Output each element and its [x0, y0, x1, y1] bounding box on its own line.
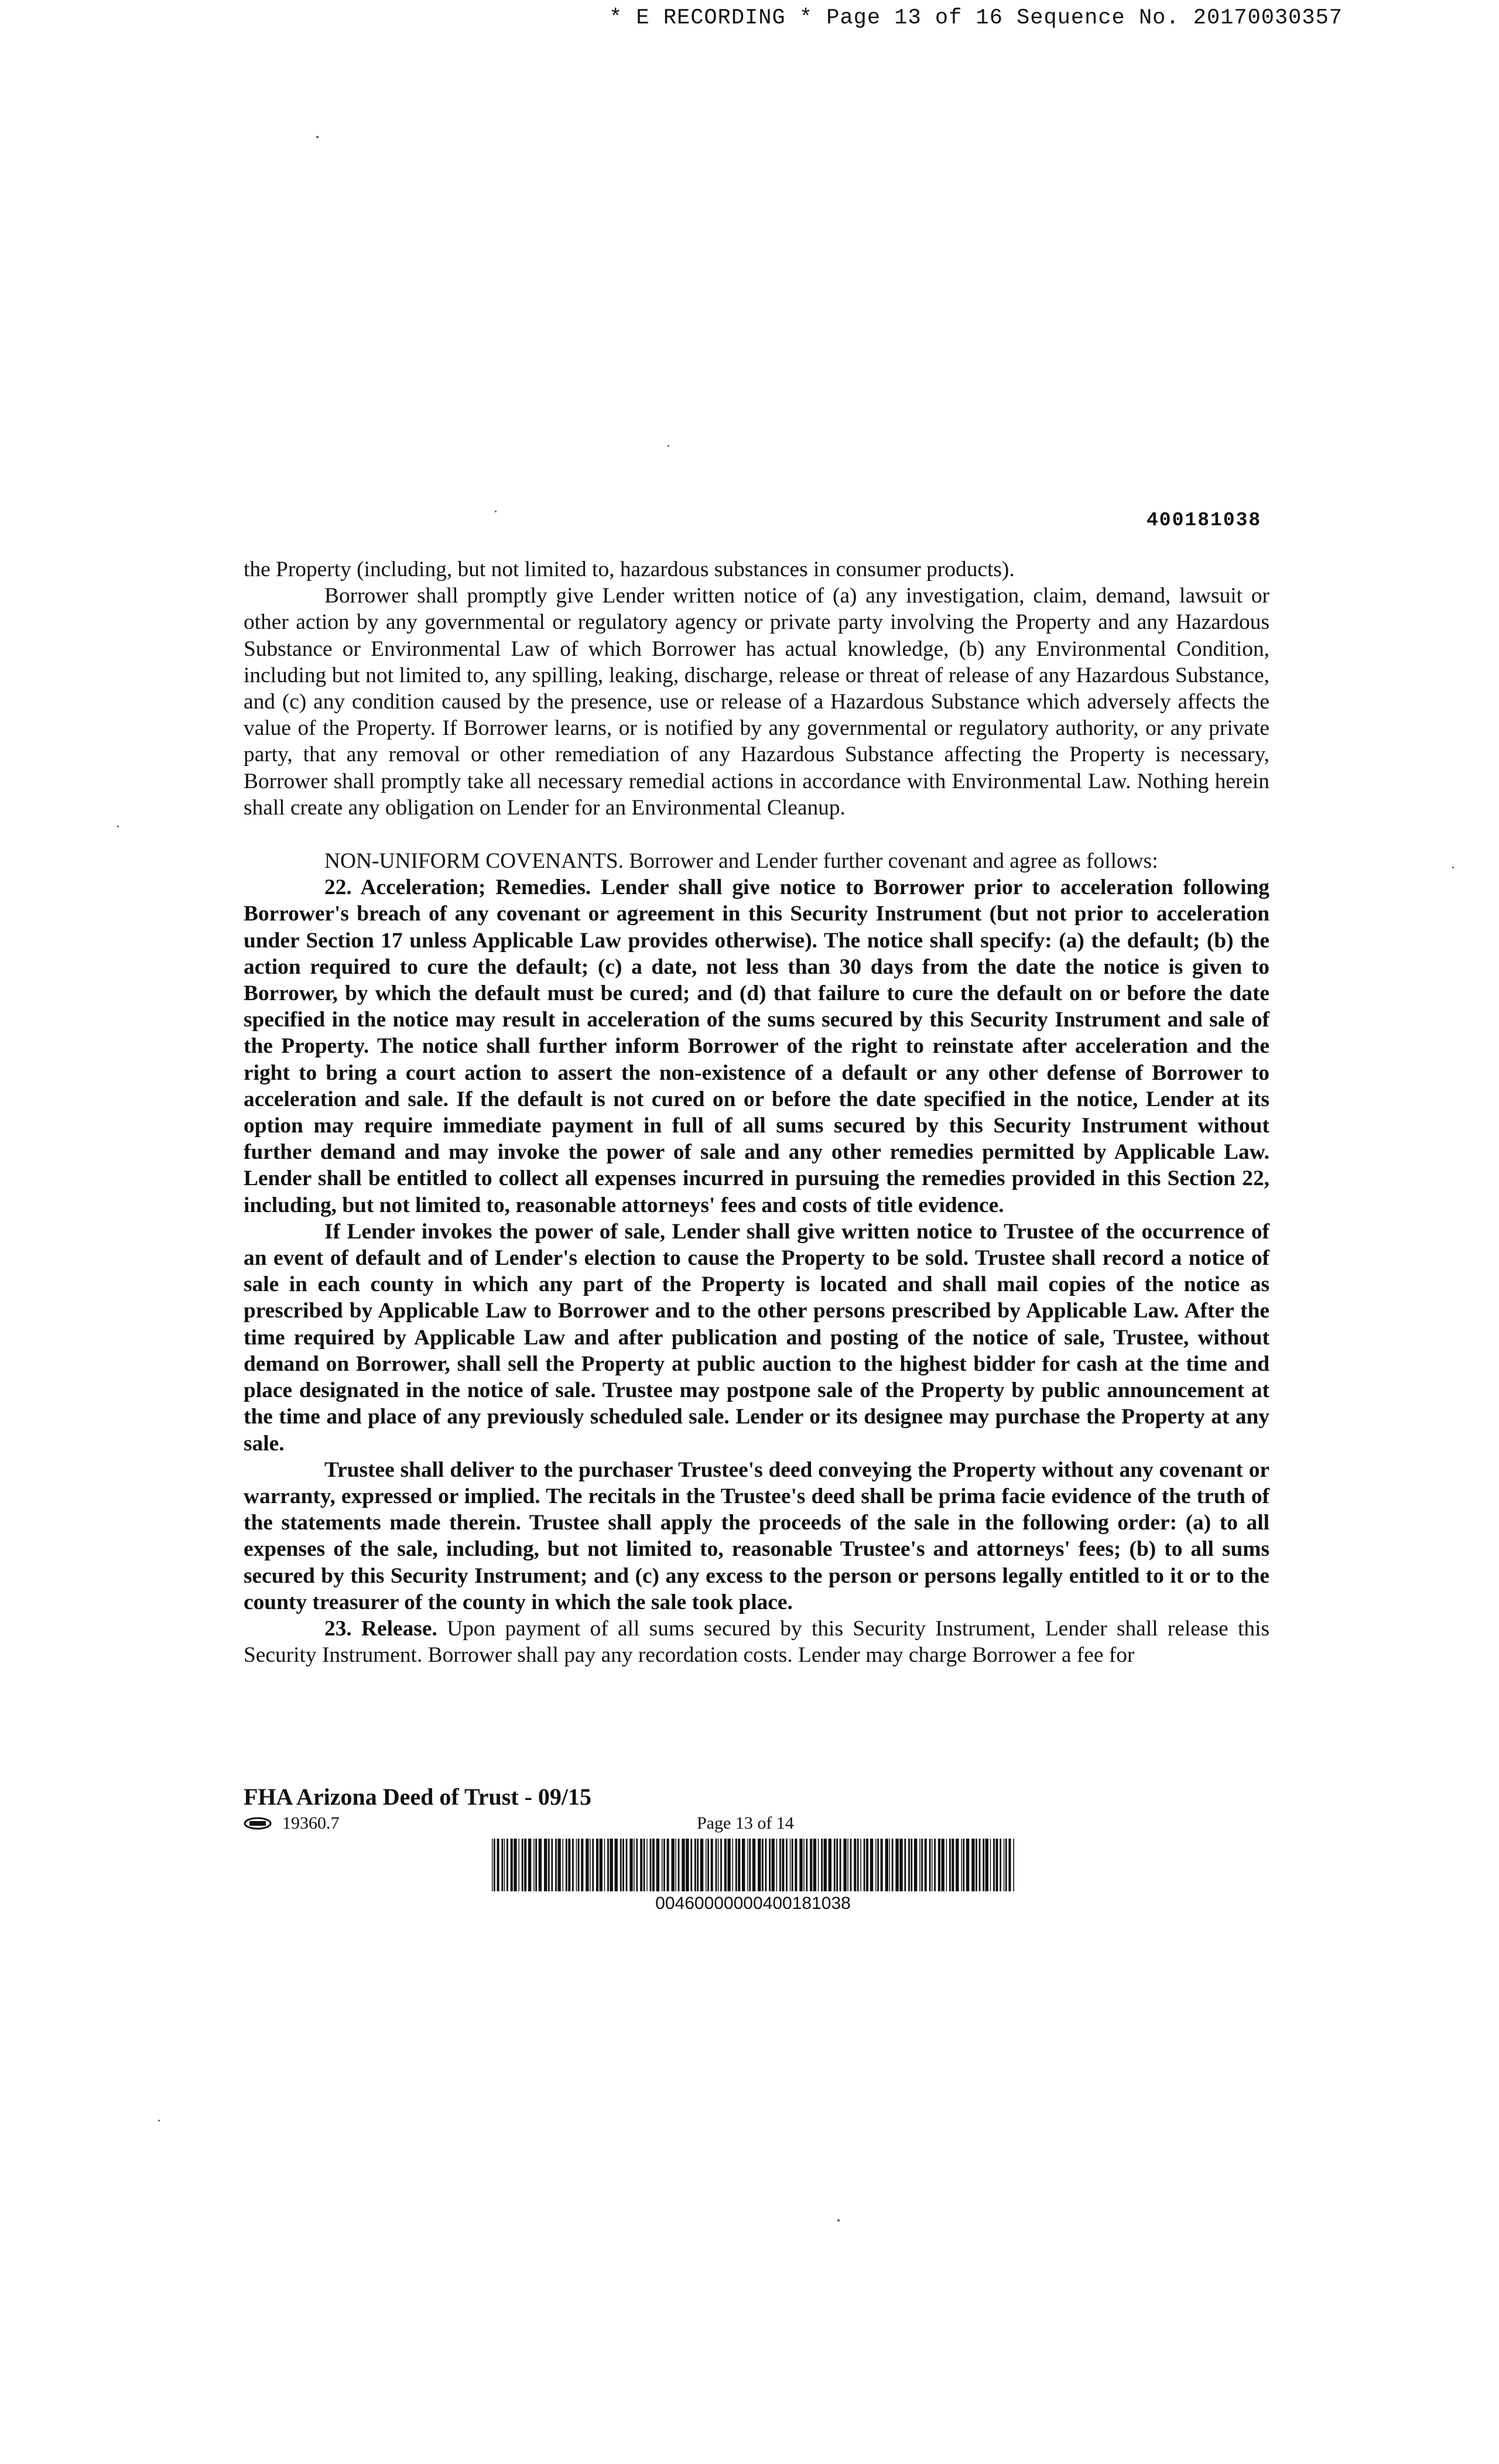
- section-22-heading: 22. Acceleration; Remedies.: [324, 875, 591, 900]
- scan-speck: [1452, 867, 1454, 868]
- barcode-bar: [834, 1839, 836, 1891]
- barcode-bar: [586, 1839, 588, 1891]
- barcode-bar: [700, 1839, 703, 1891]
- barcode-bar: [803, 1839, 805, 1891]
- barcode-bar: [607, 1839, 609, 1891]
- barcode-bar: [557, 1839, 560, 1891]
- barcode-bar: [646, 1839, 648, 1891]
- barcode-bar: [711, 1839, 713, 1891]
- barcode-bar: [650, 1839, 652, 1891]
- barcode-bar: [895, 1839, 898, 1891]
- barcode-bar: [840, 1839, 841, 1891]
- barcode-bar: [782, 1839, 784, 1891]
- scan-speck: [316, 136, 319, 138]
- barcode-bar: [976, 1839, 977, 1891]
- form-title: FHA Arizona Deed of Trust - 09/15: [244, 1784, 592, 1810]
- barcode-bar: [938, 1839, 940, 1891]
- barcode-bar: [769, 1839, 771, 1891]
- barcode-bar: [908, 1839, 910, 1891]
- barcode-bar: [511, 1839, 513, 1891]
- barcode-bar: [596, 1839, 598, 1891]
- barcode-bar: [952, 1839, 954, 1891]
- barcode-bar: [776, 1839, 778, 1891]
- barcode-bar: [983, 1839, 984, 1891]
- barcode-bar: [850, 1839, 852, 1891]
- barcode-bar: [727, 1839, 730, 1891]
- barcode-bar: [600, 1839, 603, 1891]
- barcode-bar: [576, 1839, 577, 1891]
- scan-speck: [117, 826, 119, 827]
- barcode-bar: [572, 1839, 574, 1891]
- barcode-bar: [914, 1839, 917, 1891]
- barcode-bar: [694, 1839, 696, 1891]
- barcode-bar: [514, 1839, 516, 1891]
- barcode-bar: [946, 1839, 947, 1891]
- barcode-bar: [644, 1839, 645, 1891]
- intro-line: the Property (including, but not limited to, hazardous substances in consumer products).: [244, 557, 1015, 581]
- barcode-bar: [956, 1839, 959, 1891]
- barcode-bar: [847, 1839, 848, 1891]
- barcode-bar: [790, 1839, 791, 1891]
- barcode-bar: [620, 1839, 622, 1891]
- section-23-text: Upon payment of all sums secured by this Security Instrument, Lender shall release this Security Instrument. Borrower shall pay any recordation costs. Lender may charge Borrower a fee for: [244, 1616, 1270, 1668]
- barcode-number: 00460000000400181038: [655, 1894, 851, 1913]
- barcode-bar: [742, 1839, 745, 1891]
- barcode-bar: [836, 1839, 838, 1891]
- barcode-bar: [799, 1839, 802, 1891]
- scan-speck: [837, 2219, 840, 2222]
- barcode-bar: [1004, 1839, 1005, 1891]
- barcode-bar: [889, 1839, 891, 1891]
- barcode-bar: [899, 1839, 902, 1891]
- barcode-bar: [528, 1839, 531, 1891]
- barcode-bar: [949, 1839, 951, 1891]
- barcode-bar: [966, 1839, 969, 1891]
- document-footer: [244, 1783, 1269, 1837]
- barcode-bar: [535, 1839, 537, 1891]
- barcode-bar: [1000, 1839, 1001, 1891]
- barcode-bar: [925, 1839, 927, 1891]
- barcode-bar: [971, 1839, 974, 1891]
- non-uniform-text: Borrower and Lender further covenant and agree as follows:: [624, 849, 1158, 874]
- barcode-bar: [824, 1839, 827, 1891]
- barcode-bar: [724, 1839, 727, 1891]
- barcode-bar: [522, 1839, 523, 1891]
- barcode-bar: [885, 1839, 888, 1891]
- barcode-bar: [578, 1839, 580, 1891]
- barcode-bar: [629, 1839, 632, 1891]
- barcode-bar: [720, 1839, 722, 1891]
- barcode-bar: [932, 1839, 933, 1891]
- form-code-group: [244, 1813, 340, 1833]
- barcode-bar: [870, 1839, 873, 1891]
- barcode-bar: [626, 1839, 628, 1891]
- section-23-heading: 23. Release.: [324, 1616, 437, 1641]
- barcode-bar: [810, 1839, 812, 1891]
- barcode-bar: [518, 1839, 519, 1891]
- barcode-bar: [942, 1839, 944, 1891]
- barcode-bar: [690, 1839, 692, 1891]
- barcode-bar: [566, 1839, 567, 1891]
- barcode-bar: [921, 1839, 923, 1891]
- barcode-bar: [877, 1839, 879, 1891]
- barcode-bar: [961, 1839, 962, 1891]
- barcode-bar: [813, 1839, 816, 1891]
- barcode-bar: [492, 1839, 493, 1891]
- barcode-bar: [1008, 1839, 1011, 1891]
- barcode-bar: [860, 1839, 861, 1891]
- barcode-bar: [752, 1839, 755, 1891]
- barcode-bar: [675, 1839, 676, 1891]
- barcode-bar: [506, 1839, 508, 1891]
- form-code: 19360.7: [282, 1813, 340, 1833]
- barcode-bar: [706, 1839, 707, 1891]
- barcode-bar: [656, 1839, 659, 1891]
- scan-speck: [158, 2120, 160, 2121]
- power-of-sale-paragraph: If Lender invokes the power of sale, Lender shall give written notice to Trustee of the occurrence of an event of default and of Lender's election to cause the Property to be sold. Trustee shall record a notice of sale in each county in which any part of the Property is located and shall mail copies of the notice as prescribed by Applicable Law to Borrower and to the other persons prescribed by Applicable Law. After the time required by Applicable Law and after publication and posting of the notice of sale, Trustee, without demand on Borrower, shall sell the Property at public auction to the highest bidder for cash at the time and place designated in the notice of sale. Trustee may postpone sale of the Property by public announcement at the time and place of any previously scheduled sale. Lender or its designee may purchase the Property at any sale.: [244, 1219, 1269, 1456]
- page-number: Page 13 of 14: [697, 1813, 794, 1833]
- barcode-bar: [795, 1839, 797, 1891]
- barcode-bar: [581, 1839, 583, 1891]
- barcode-bar: [592, 1839, 594, 1891]
- barcode-bar: [911, 1839, 912, 1891]
- barcode-bar: [854, 1839, 856, 1891]
- barcode-bar: [610, 1839, 612, 1891]
- barcode-bar: [929, 1839, 931, 1891]
- trustee-deed-paragraph: Trustee shall deliver to the purchaser Trustee's deed conveying the Property without any covenant or warranty, expressed or implied. The recitals in the Trustee's deed shall be prima facie evidence of the truth of the statements made therein. Trustee shall apply the proceeds of the sale in the following order: (a) to all expenses of the sale, including, but not limited to, reasonable Trustee's and attorneys' fees; (b) to all sums secured by this Security Instrument; and (c) any excess to the person or persons legally entitled to it or to the county treasurer of the county in which the sale took place.: [244, 1457, 1269, 1614]
- section-23-paragraph: [244, 1616, 1269, 1668]
- barcode-bar: [749, 1839, 751, 1891]
- barcode-bar: [494, 1839, 495, 1891]
- barcode-bar: [735, 1839, 737, 1891]
- barcode-bar: [963, 1839, 964, 1891]
- form-logo-icon: [244, 1817, 272, 1830]
- barcode-bar: [829, 1839, 831, 1891]
- barcode-bar: [892, 1839, 894, 1891]
- barcode-bar: [821, 1839, 823, 1891]
- barcode-bar: [792, 1839, 793, 1891]
- barcode-bar: [697, 1839, 699, 1891]
- barcode-bar: [818, 1839, 819, 1891]
- barcode-bar: [993, 1839, 995, 1891]
- barcode-bar: [904, 1839, 906, 1891]
- barcode-bar: [979, 1839, 981, 1891]
- barcode-bar: [772, 1839, 775, 1891]
- barcode-bar: [682, 1839, 685, 1891]
- barcode-bar: [716, 1839, 717, 1891]
- barcode-bar: [864, 1839, 865, 1891]
- barcode-bar: [857, 1839, 859, 1891]
- barcode-bar: [806, 1839, 807, 1891]
- barcode-bar: [747, 1839, 748, 1891]
- barcode-bar: [548, 1839, 550, 1891]
- barcode-bar: [524, 1839, 526, 1891]
- barcode-bar: [662, 1839, 663, 1891]
- barcode-bar: [758, 1839, 761, 1891]
- barcode-bar: [634, 1839, 635, 1891]
- barcode-bar: [718, 1839, 719, 1891]
- barcode-bar: [544, 1839, 547, 1891]
- barcode-bar: [733, 1839, 734, 1891]
- barcode-bar: [875, 1839, 877, 1891]
- barcode-bar: [502, 1839, 504, 1891]
- barcode-bar: [539, 1839, 542, 1891]
- barcode-block: [490, 1839, 1017, 1914]
- barcode-bar: [563, 1839, 564, 1891]
- document-body: [244, 556, 1269, 1668]
- barcode-bar: [504, 1839, 505, 1891]
- barcode-bar: [762, 1839, 764, 1891]
- barcode-bar: [786, 1839, 788, 1891]
- barcode-bar: [995, 1839, 998, 1891]
- barcode-bar: [1005, 1839, 1007, 1891]
- barcode-bar: [568, 1839, 570, 1891]
- barcode-bar: [615, 1839, 618, 1891]
- notice-paragraph: Borrower shall promptly give Lender written notice of (a) any investigation, claim, demand, lawsuit or other action by any governmental or regulatory agency or private party involving the Property and any Hazardous Substance or Environmental Law of which Borrower has actual knowledge, (b) any Environmental Condition, including but not limited to, any spilling, leaking, discharge, release or threat of release of any Hazardous Substance, and (c) any condition caused by the presence, use or release of a Hazardous Substance which adversely affects the value of the Property. If Borrower learns, or is notified by any governmental or regulatory authority, or any private party, that any removal or other remediation of any Hazardous Substance affecting the Property is necessary, Borrower shall promptly take all necessary remedial actions in accordance with Environmental Law. Nothing herein shall create any obligation on Lender for an Environmental Cleanup.: [244, 584, 1269, 820]
- non-uniform-heading: NON-UNIFORM COVENANTS.: [324, 849, 624, 874]
- barcode-bar: [678, 1839, 680, 1891]
- barcode-bar: [604, 1839, 605, 1891]
- barcode-bar: [667, 1839, 669, 1891]
- section-22-text: Lender shall give notice to Borrower prior to acceleration following Borrower's breach of any covenant or agreement in this Security Instrument (but not prior to acceleration under Section 17 unless Applicable Law provides otherwise). The notice shall specify: (a) the default; (b) the action required to cure the default; (c) a date, not less than 30 days from the date the notice is given to Borrower, by which the default must be cured; and (d) that failure to cure the default on or before the date specified in the notice may result in acceleration of the sums secured by this Security Instrument and sale of the Property. The notice shall further inform Borrower of the right to reinstate after acceleration and the right to bring a court action to assert the non-existence of a default or any other defense of Borrower to acceleration and sale. If the default is not cured on or before the date specified in the notice, Lender at its option may require immediate payment in full of all sums secured by this Security Instrument without further demand and may invoke the power of sale and any other remedies permitted by Applicable Law. Lender shall be entitled to collect all expenses incurred in pursuing the remedies provided in this Section 22, including, but not limited to, reasonable attorneys' fees and costs of title evidence.: [244, 875, 1269, 1217]
- scan-speck: [495, 511, 497, 512]
- barcode-bar: [779, 1839, 781, 1891]
- barcode-bar: [843, 1839, 846, 1891]
- barcode-bar: [1013, 1839, 1014, 1891]
- barcode-bar: [765, 1839, 767, 1891]
- footer-row: [244, 1811, 1269, 1837]
- barcode-bar: [934, 1839, 936, 1891]
- barcode-bar: [551, 1839, 553, 1891]
- barcode-bar: [533, 1839, 535, 1891]
- barcode-bar: [919, 1839, 920, 1891]
- barcode-bar: [555, 1839, 557, 1891]
- barcode-bar: [672, 1839, 675, 1891]
- barcode-bar: [738, 1839, 740, 1891]
- barcode-bar: [497, 1839, 499, 1891]
- barcode-bar: [663, 1839, 665, 1891]
- barcode-bar: [636, 1839, 638, 1891]
- barcode-bar: [686, 1839, 689, 1891]
- barcode-bar: [590, 1839, 591, 1891]
- recording-stamp: * E RECORDING * Page 13 of 16 Sequence No. 20170030357: [609, 6, 1343, 30]
- barcode-bar: [866, 1839, 868, 1891]
- barcode-bar: [707, 1839, 709, 1891]
- section-22-paragraph: [244, 874, 1269, 1219]
- barcode-icon: [490, 1839, 1017, 1891]
- barcode-bar: [622, 1839, 624, 1891]
- barcode-bar: [652, 1839, 655, 1891]
- non-uniform-covenants-paragraph: [244, 848, 1269, 874]
- scan-speck: [668, 445, 669, 447]
- loan-number: 400181038: [1147, 509, 1262, 531]
- barcode-bar: [990, 1839, 991, 1891]
- barcode-bar: [985, 1839, 988, 1891]
- barcode-bar: [640, 1839, 642, 1891]
- barcode-bar: [881, 1839, 883, 1891]
